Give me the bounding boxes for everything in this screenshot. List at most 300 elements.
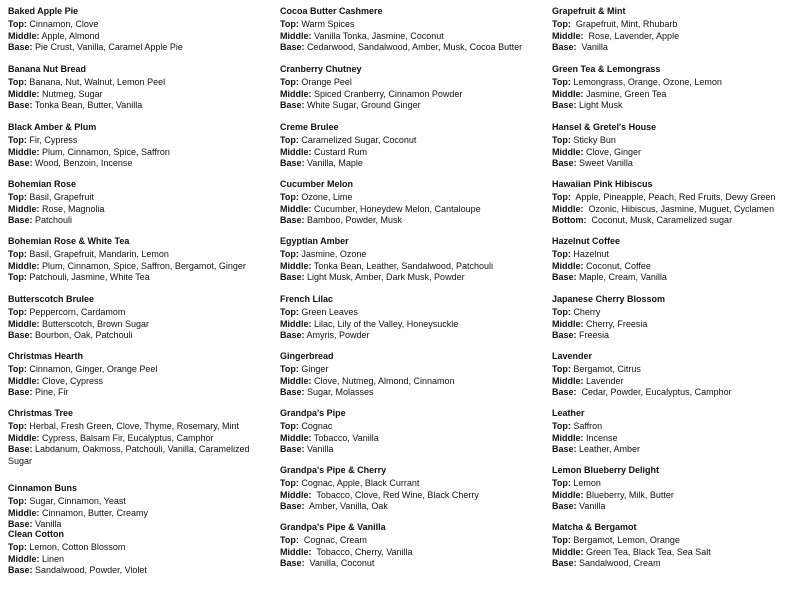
note-label: Middle: bbox=[8, 146, 40, 157]
note-label: Base: bbox=[8, 444, 33, 455]
fragrance-name: Bohemian Rose bbox=[8, 179, 77, 189]
fragrance-entry-baked-apple-pie bbox=[8, 6, 270, 54]
note-value: Ozonic, Hibiscus, Jasmine, Muguet, Cyclamen bbox=[583, 203, 775, 214]
note-value: Apple, Pineapple, Peach, Red Fruits, Dewy Green bbox=[570, 192, 776, 203]
note-line bbox=[552, 89, 792, 100]
note-value: Coconut, Coffee bbox=[583, 260, 651, 271]
note-label: Base: bbox=[552, 272, 577, 283]
note-label: Top: bbox=[8, 249, 27, 260]
note-label: Middle: bbox=[8, 260, 40, 271]
note-line bbox=[280, 387, 542, 398]
note-label: Middle: bbox=[8, 30, 40, 41]
note-line bbox=[280, 558, 542, 569]
note-line bbox=[8, 31, 270, 42]
note-line bbox=[280, 444, 542, 455]
note-line bbox=[8, 272, 270, 283]
note-value: Clove, Nutmeg, Almond, Cinnamon bbox=[311, 375, 455, 386]
note-line bbox=[280, 135, 542, 146]
note-label: Base: bbox=[280, 387, 305, 398]
note-line bbox=[280, 215, 542, 226]
note-line bbox=[552, 307, 792, 318]
note-label: Middle: bbox=[280, 30, 312, 41]
note-value: Lavender bbox=[583, 375, 624, 386]
note-label: Top: bbox=[280, 19, 299, 30]
note-value: Lemon bbox=[570, 478, 601, 489]
note-value: Cinnamon, Clove bbox=[26, 19, 99, 30]
fragrance-name: Hazelnut Coffee bbox=[552, 236, 621, 246]
note-label: Top: bbox=[552, 19, 571, 30]
note-line bbox=[8, 77, 270, 88]
note-label: Base: bbox=[280, 330, 305, 341]
fragrance-entry-gingerbread bbox=[280, 351, 542, 399]
note-line bbox=[8, 554, 270, 565]
note-value: Butterscotch, Brown Sugar bbox=[39, 318, 150, 329]
fragrance-name: Egyptian Amber bbox=[280, 236, 349, 246]
note-value: Cucumber, Honeydew Melon, Cantaloupe bbox=[311, 203, 481, 214]
note-label: Top: bbox=[8, 77, 27, 88]
note-line bbox=[552, 158, 792, 169]
fragrance-name: Matcha & Bergamot bbox=[552, 522, 637, 532]
note-value: Fir, Cypress bbox=[26, 135, 78, 146]
note-label: Middle: bbox=[280, 546, 312, 557]
note-label: Middle: bbox=[552, 260, 584, 271]
note-label: Top: bbox=[8, 19, 27, 30]
note-value: Cedar, Powder, Eucalyptus, Camphor bbox=[576, 387, 732, 398]
note-value: Sugar, Molasses bbox=[304, 387, 374, 398]
note-label: Middle: bbox=[280, 260, 312, 271]
note-value: Cinnamon, Butter, Creamy bbox=[39, 507, 149, 518]
note-line bbox=[280, 100, 542, 111]
note-label: Base: bbox=[8, 158, 33, 169]
note-line bbox=[8, 42, 270, 53]
note-line bbox=[280, 501, 542, 512]
note-label: Top: bbox=[552, 478, 571, 489]
note-value: White Sugar, Ground Ginger bbox=[304, 100, 421, 111]
note-label: Base: bbox=[280, 444, 305, 455]
note-line bbox=[8, 147, 270, 158]
note-value: Vanilla bbox=[576, 42, 608, 53]
fragrance-entry-grandpa-s-pipe-cherry bbox=[280, 465, 542, 513]
fragrance-entry-lavender bbox=[552, 351, 792, 399]
note-label: Base: bbox=[280, 158, 305, 169]
fragrance-name: Clean Cotton bbox=[8, 529, 64, 539]
note-line bbox=[552, 215, 792, 226]
note-line bbox=[552, 100, 792, 111]
note-value: Plum, Cinnamon, Spice, Saffron, Bergamot, Ginger bbox=[39, 260, 246, 271]
note-line bbox=[8, 330, 270, 341]
fragrance-entry-hawaiian-pink-hibiscus bbox=[552, 179, 792, 227]
note-line bbox=[280, 376, 542, 387]
note-line bbox=[552, 249, 792, 260]
note-value: Leather, Amber bbox=[576, 444, 641, 455]
note-label: Top: bbox=[8, 496, 27, 507]
note-label: Base: bbox=[280, 215, 305, 226]
note-label: Top: bbox=[280, 421, 299, 432]
note-value: Bergamot, Citrus bbox=[570, 364, 641, 375]
note-label: Base: bbox=[552, 558, 577, 569]
note-label: Top: bbox=[280, 364, 299, 375]
note-line bbox=[552, 433, 792, 444]
note-label: Middle: bbox=[8, 375, 40, 386]
note-line bbox=[8, 19, 270, 30]
note-line bbox=[552, 558, 792, 569]
note-line bbox=[552, 319, 792, 330]
fragrance-entry-japanese-cherry-blossom bbox=[552, 294, 792, 342]
note-label: Middle: bbox=[552, 203, 584, 214]
fragrance-entry-bohemian-rose-white-tea bbox=[8, 236, 270, 284]
note-value: Apple, Almond bbox=[39, 30, 100, 41]
fragrance-entry-cranberry-chutney bbox=[280, 64, 542, 112]
note-value: Ozone, Lime bbox=[298, 192, 353, 203]
note-line bbox=[552, 272, 792, 283]
fragrance-entry-banana-nut-bread bbox=[8, 64, 270, 112]
note-value: Light Musk bbox=[576, 100, 623, 111]
note-line bbox=[552, 478, 792, 489]
note-line bbox=[280, 192, 542, 203]
note-value: Basil, Grapefruit bbox=[26, 192, 94, 203]
fragrance-entry-christmas-hearth bbox=[8, 351, 270, 399]
fragrance-entry-grapefruit-mint bbox=[552, 6, 792, 54]
note-label: Base: bbox=[8, 387, 33, 398]
note-line bbox=[8, 542, 270, 553]
note-line bbox=[280, 31, 542, 42]
fragrance-entry-cucumber-melon bbox=[280, 179, 542, 227]
note-line bbox=[552, 261, 792, 272]
note-value: Amyris, Powder bbox=[304, 330, 370, 341]
note-value: Pine, Fir bbox=[32, 387, 69, 398]
note-label: Middle: bbox=[280, 432, 312, 443]
fragrance-entry-cinnamon-buns bbox=[8, 483, 270, 531]
fragrance-entry-lemon-blueberry-delight bbox=[552, 465, 792, 513]
note-label: Middle: bbox=[552, 318, 584, 329]
note-line bbox=[552, 330, 792, 341]
note-value: Bamboo, Powder, Musk bbox=[304, 215, 403, 226]
note-value: Wood, Benzoin, Incense bbox=[32, 158, 133, 169]
note-line bbox=[552, 204, 792, 215]
fragrance-name: Leather bbox=[552, 408, 585, 418]
fragrance-entry-butterscotch-brulee bbox=[8, 294, 270, 342]
note-label: Base: bbox=[552, 501, 577, 512]
note-line bbox=[280, 421, 542, 432]
note-line bbox=[552, 364, 792, 375]
note-line bbox=[552, 192, 792, 203]
note-line bbox=[552, 19, 792, 30]
note-label: Base: bbox=[8, 565, 33, 576]
note-line bbox=[280, 204, 542, 215]
note-label: Middle: bbox=[8, 432, 40, 443]
note-line bbox=[8, 204, 270, 215]
note-value: Bourbon, Oak, Patchouli bbox=[32, 330, 133, 341]
note-value: Nutmeg, Sugar bbox=[39, 88, 103, 99]
note-value: Sticky Bun bbox=[570, 135, 616, 146]
note-line bbox=[552, 147, 792, 158]
note-label: Top: bbox=[8, 307, 27, 318]
note-line bbox=[552, 135, 792, 146]
note-label: Top: bbox=[552, 135, 571, 146]
note-label: Middle: bbox=[552, 432, 584, 443]
fragrance-name: Hawaiian Pink Hibiscus bbox=[552, 179, 653, 189]
fragrance-name: Cucumber Melon bbox=[280, 179, 354, 189]
fragrance-name: French Lilac bbox=[280, 294, 334, 304]
note-line bbox=[8, 307, 270, 318]
note-value: Vanilla bbox=[304, 444, 334, 455]
note-line bbox=[8, 89, 270, 100]
note-line bbox=[552, 31, 792, 42]
note-value: Tonka Bean, Butter, Vanilla bbox=[32, 100, 143, 111]
note-line bbox=[8, 319, 270, 330]
note-line bbox=[552, 535, 792, 546]
fragrance-entry-grandpa-s-pipe bbox=[280, 408, 542, 456]
fragrance-entry-hansel-gretel-s-house bbox=[552, 122, 792, 170]
note-value: Cognac bbox=[298, 421, 333, 432]
note-label: Base: bbox=[552, 444, 577, 455]
note-label: Base: bbox=[552, 158, 577, 169]
fragrance-name: Green Tea & Lemongrass bbox=[552, 64, 661, 74]
note-label: Middle: bbox=[552, 375, 584, 386]
note-label: Bottom: bbox=[552, 215, 587, 226]
note-value: Vanilla, Maple bbox=[304, 158, 363, 169]
fragrance-name: Cinnamon Buns bbox=[8, 483, 77, 493]
fragrance-name: Christmas Hearth bbox=[8, 351, 84, 361]
fragrance-name: Grapefruit & Mint bbox=[552, 6, 626, 16]
note-value: Cherry, Freesia bbox=[583, 318, 648, 329]
note-line bbox=[8, 376, 270, 387]
note-value: Plum, Cinnamon, Spice, Saffron bbox=[39, 146, 170, 157]
fragrance-name: Cranberry Chutney bbox=[280, 64, 362, 74]
note-value: Sandalwood, Powder, Violet bbox=[32, 565, 147, 576]
note-label: Base: bbox=[8, 330, 33, 341]
note-label: Top: bbox=[8, 192, 27, 203]
note-line bbox=[280, 77, 542, 88]
note-label: Middle: bbox=[280, 203, 312, 214]
note-line bbox=[8, 192, 270, 203]
note-label: Top: bbox=[280, 249, 299, 260]
note-value: Sweet Vanilla bbox=[576, 158, 633, 169]
note-line bbox=[280, 19, 542, 30]
fragrance-name: Grandpa's Pipe bbox=[280, 408, 346, 418]
note-value: Cherry bbox=[570, 307, 601, 318]
note-value: Cognac, Cream bbox=[298, 535, 367, 546]
note-label: Middle: bbox=[280, 375, 312, 386]
note-label: Base: bbox=[8, 100, 33, 111]
fragrance-name: Hansel & Gretel's House bbox=[552, 122, 657, 132]
note-value: Vanilla Tonka, Jasmine, Coconut bbox=[311, 30, 444, 41]
note-value: Ginger bbox=[298, 364, 329, 375]
note-label: Base: bbox=[280, 558, 305, 569]
fragrance-name: Lemon Blueberry Delight bbox=[552, 465, 660, 475]
note-line bbox=[552, 501, 792, 512]
fragrance-name: Bohemian Rose & White Tea bbox=[8, 236, 130, 246]
note-label: Base: bbox=[280, 501, 305, 512]
fragrance-name: Japanese Cherry Blossom bbox=[552, 294, 666, 304]
note-label: Base: bbox=[552, 330, 577, 341]
note-line bbox=[280, 158, 542, 169]
note-line bbox=[280, 535, 542, 546]
note-line bbox=[8, 421, 270, 432]
note-line bbox=[552, 547, 792, 558]
note-line bbox=[8, 496, 270, 507]
note-label: Top: bbox=[280, 135, 299, 146]
note-line bbox=[280, 547, 542, 558]
fragrance-name: Banana Nut Bread bbox=[8, 64, 87, 74]
note-label: Top: bbox=[8, 421, 27, 432]
note-line bbox=[280, 272, 542, 283]
note-value: Clove, Ginger bbox=[583, 146, 642, 157]
note-value: Maple, Cream, Vanilla bbox=[576, 272, 667, 283]
note-line bbox=[8, 387, 270, 398]
fragrance-name: Baked Apple Pie bbox=[8, 6, 79, 16]
note-value: Cinnamon, Ginger, Orange Peel bbox=[26, 364, 158, 375]
note-label: Middle: bbox=[8, 318, 40, 329]
fragrance-name: Butterscotch Brulee bbox=[8, 294, 95, 304]
note-value: Jasmine, Green Tea bbox=[583, 88, 667, 99]
note-value: Saffron bbox=[570, 421, 603, 432]
note-value: Vanilla bbox=[576, 501, 606, 512]
fragrance-name: Black Amber & Plum bbox=[8, 122, 97, 132]
note-value: Cognac, Apple, Black Currant bbox=[298, 478, 420, 489]
note-line bbox=[8, 135, 270, 146]
fragrance-entry-black-amber-plum bbox=[8, 122, 270, 170]
note-label: Top: bbox=[280, 77, 299, 88]
note-line bbox=[280, 478, 542, 489]
note-value: Tobacco, Vanilla bbox=[311, 432, 379, 443]
note-label: Base: bbox=[280, 272, 305, 283]
note-label: Top: bbox=[552, 192, 571, 203]
note-value: Orange Peel bbox=[298, 77, 352, 88]
note-label: Base: bbox=[552, 100, 577, 111]
note-line bbox=[8, 433, 270, 444]
fragrance-entry-egyptian-amber bbox=[280, 236, 542, 284]
note-label: Middle: bbox=[8, 553, 40, 564]
fragrance-name: Cocoa Butter Cashmere bbox=[280, 6, 383, 16]
note-line bbox=[280, 261, 542, 272]
note-label: Middle: bbox=[8, 203, 40, 214]
note-label: Top: bbox=[552, 535, 571, 546]
note-line bbox=[8, 565, 270, 576]
note-label: Middle: bbox=[552, 146, 584, 157]
note-label: Top: bbox=[8, 135, 27, 146]
note-label: Base: bbox=[8, 519, 33, 530]
note-value: Banana, Nut, Walnut, Lemon Peel bbox=[26, 77, 166, 88]
note-value: Tonka Bean, Leather, Sandalwood, Patchouli bbox=[311, 260, 493, 271]
note-line bbox=[8, 158, 270, 169]
fragrance-entry-french-lilac bbox=[280, 294, 542, 342]
note-value: Lilac, Lily of the Valley, Honeysuckle bbox=[311, 318, 459, 329]
note-value: Lemon, Cotton Blossom bbox=[26, 542, 126, 553]
note-value: Linen bbox=[39, 553, 65, 564]
note-value: Incense bbox=[583, 432, 618, 443]
note-line bbox=[280, 364, 542, 375]
note-line bbox=[552, 490, 792, 501]
note-label: Middle: bbox=[552, 489, 584, 500]
note-value: Green Tea, Black Tea, Sea Salt bbox=[583, 546, 711, 557]
fragrance-entry-green-tea-lemongrass bbox=[552, 64, 792, 112]
fragrance-entry-creme-brulee bbox=[280, 122, 542, 170]
note-line bbox=[8, 364, 270, 375]
note-label: Base: bbox=[8, 42, 33, 53]
note-label: Middle: bbox=[552, 546, 584, 557]
note-label: Top: bbox=[8, 542, 27, 553]
note-line bbox=[280, 319, 542, 330]
note-label: Top: bbox=[280, 535, 299, 546]
note-label: Top: bbox=[552, 249, 571, 260]
note-line bbox=[552, 42, 792, 53]
note-value: Labdanum, Oakmoss, Patchouli, Vanilla, Caramelized Sugar bbox=[8, 444, 252, 466]
note-label: Top: bbox=[8, 272, 27, 283]
note-line bbox=[552, 77, 792, 88]
fragrance-entry-bohemian-rose bbox=[8, 179, 270, 227]
note-value: Jasmine, Ozone bbox=[298, 249, 367, 260]
note-value: Patchouli bbox=[32, 215, 73, 226]
fragrance-name: Creme Brulee bbox=[280, 122, 339, 132]
note-label: Base: bbox=[552, 42, 577, 53]
fragrance-entry-hazelnut-coffee bbox=[552, 236, 792, 284]
note-label: Middle: bbox=[280, 88, 312, 99]
note-label: Middle: bbox=[552, 88, 584, 99]
note-label: Middle: bbox=[552, 30, 584, 41]
note-label: Top: bbox=[280, 192, 299, 203]
fragrance-name: Christmas Tree bbox=[8, 408, 74, 418]
note-value: Cypress, Balsam Fir, Eucalyptus, Camphor bbox=[39, 432, 214, 443]
note-line bbox=[280, 433, 542, 444]
note-label: Top: bbox=[552, 421, 571, 432]
note-line bbox=[280, 42, 542, 53]
note-label: Top: bbox=[280, 307, 299, 318]
note-label: Base: bbox=[8, 215, 33, 226]
note-label: Middle: bbox=[280, 318, 312, 329]
note-line bbox=[8, 508, 270, 519]
note-label: Top: bbox=[552, 307, 571, 318]
note-line bbox=[280, 249, 542, 260]
note-value: Tobacco, Cherry, Vanilla bbox=[311, 546, 413, 557]
note-value: Amber, Vanilla, Oak bbox=[304, 501, 388, 512]
note-value: Patchouli, Jasmine, White Tea bbox=[26, 272, 150, 283]
note-line bbox=[280, 147, 542, 158]
fragrance-name: Lavender bbox=[552, 351, 593, 361]
fragrance-entry-leather bbox=[552, 408, 792, 456]
note-line bbox=[8, 100, 270, 111]
note-line bbox=[8, 249, 270, 260]
note-value: Sandalwood, Cream bbox=[576, 558, 661, 569]
note-value: Rose, Magnolia bbox=[39, 203, 105, 214]
note-value: Light Musk, Amber, Dark Musk, Powder bbox=[304, 272, 465, 283]
note-value: Sugar, Cinnamon, Yeast bbox=[26, 496, 126, 507]
note-label: Middle: bbox=[280, 489, 312, 500]
note-value: Rose, Lavender, Apple bbox=[583, 30, 680, 41]
note-line bbox=[8, 444, 270, 467]
note-value: Vanilla bbox=[32, 519, 62, 530]
fragrance-entry-christmas-tree bbox=[8, 408, 270, 467]
note-value: Spiced Cranberry, Cinnamon Powder bbox=[311, 88, 463, 99]
note-value: Clove, Cypress bbox=[39, 375, 104, 386]
note-value: Blueberry, Milk, Butter bbox=[583, 489, 674, 500]
note-line bbox=[280, 89, 542, 100]
note-value: Caramelized Sugar, Coconut bbox=[298, 135, 417, 146]
note-value: Lemongrass, Orange, Ozone, Lemon bbox=[570, 77, 722, 88]
note-value: Herbal, Fresh Green, Clove, Thyme, Rosemary, Mint bbox=[26, 421, 240, 432]
note-label: Top: bbox=[8, 364, 27, 375]
note-label: Top: bbox=[552, 77, 571, 88]
note-label: Middle: bbox=[8, 507, 40, 518]
note-value: Bergamot, Lemon, Orange bbox=[570, 535, 680, 546]
note-line bbox=[280, 490, 542, 501]
note-value: Warm Spices bbox=[298, 19, 355, 30]
note-line bbox=[8, 261, 270, 272]
note-label: Top: bbox=[280, 478, 299, 489]
note-line bbox=[280, 330, 542, 341]
fragrance-entry-matcha-bergamot bbox=[552, 522, 792, 570]
note-label: Base: bbox=[552, 387, 577, 398]
